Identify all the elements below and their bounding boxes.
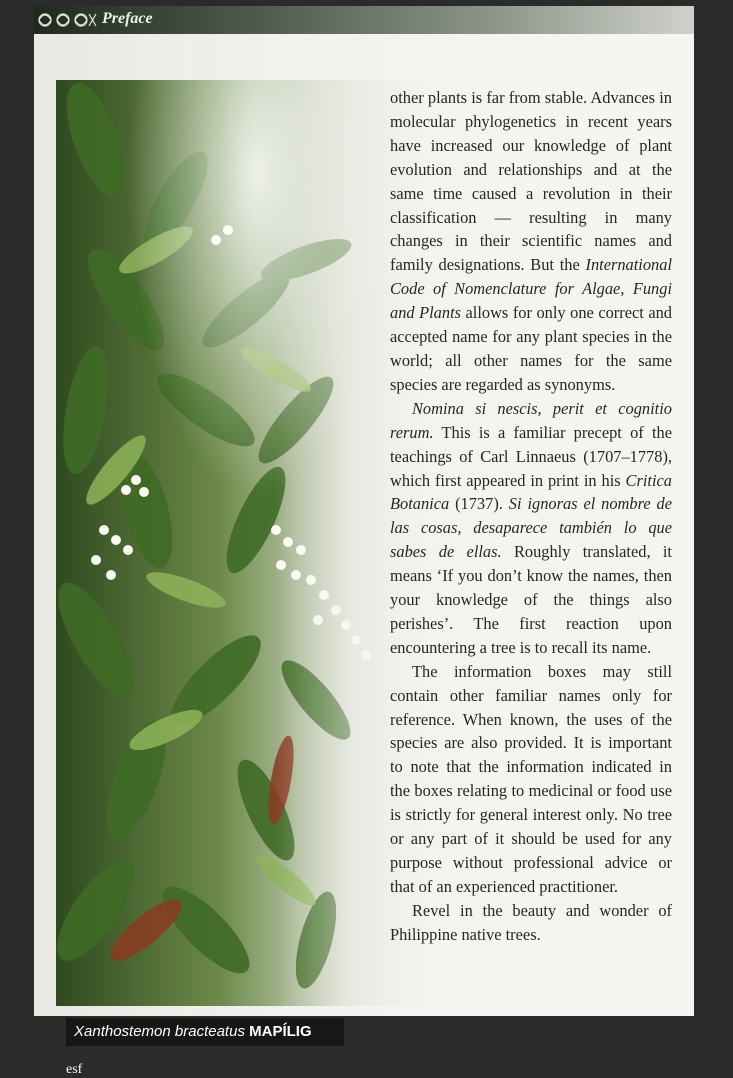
- paragraph-1: other plants is far from stable. Advances in molecular phylogenetics in recent years have increased our knowledge of plant evolution and relationships and at the same time caused a revolution in their classification — resulting in many changes in their scientific names and family designations. But the International Code of Nomenclature for Algae, Fungi and Plants allows for only one correct and accepted name for any plant species in the world; all other names for the same species are regarded as synonyms.: [390, 88, 672, 394]
- caption-local-name: MAPÍLIG: [249, 1023, 312, 1040]
- paragraph-2: Nomina si nescis, perit et cognitio rerum. This is a familiar precept of the teachings of Carl Linnaeus (1707–1778), which first appeared in print in his Critica Botanica (1737). Si ignoras el nombre de las cosas, desaparece también lo que sabes de ellas. Roughly translated, it means ‘If you don’t know the names, then your knowledge of the things also perishes’. The first reaction upon encountering a tree is to recall its name.: [390, 398, 673, 657]
- plant-photograph: [56, 80, 422, 1077]
- xanthostemon-photo-illustration: [56, 80, 422, 1006]
- book-page: [34, 6, 694, 1077]
- photo-caption: [66, 1018, 344, 1046]
- caption-scientific-name: Xanthostemon bracteatus: [74, 1023, 245, 1040]
- paragraph-4: Revel in the beauty and wonder of Philippine native trees.: [390, 900, 672, 944]
- paragraph-3: The information boxes may still contain other familiar names only for reference. When known, the uses of the species are also provided. It is important to note that the information indicated in the boxes relating to medicinal or food use is strictly for general interest only. No tree or any part of it should be used for any purpose without professional advice or that of an experienced practitioner.: [390, 661, 672, 896]
- floral-ornament-icon: [36, 8, 98, 32]
- body-text: [390, 86, 672, 947]
- header-band: [34, 6, 694, 34]
- running-head: Preface: [102, 10, 153, 27]
- photo-watermark: esf: [66, 1062, 83, 1077]
